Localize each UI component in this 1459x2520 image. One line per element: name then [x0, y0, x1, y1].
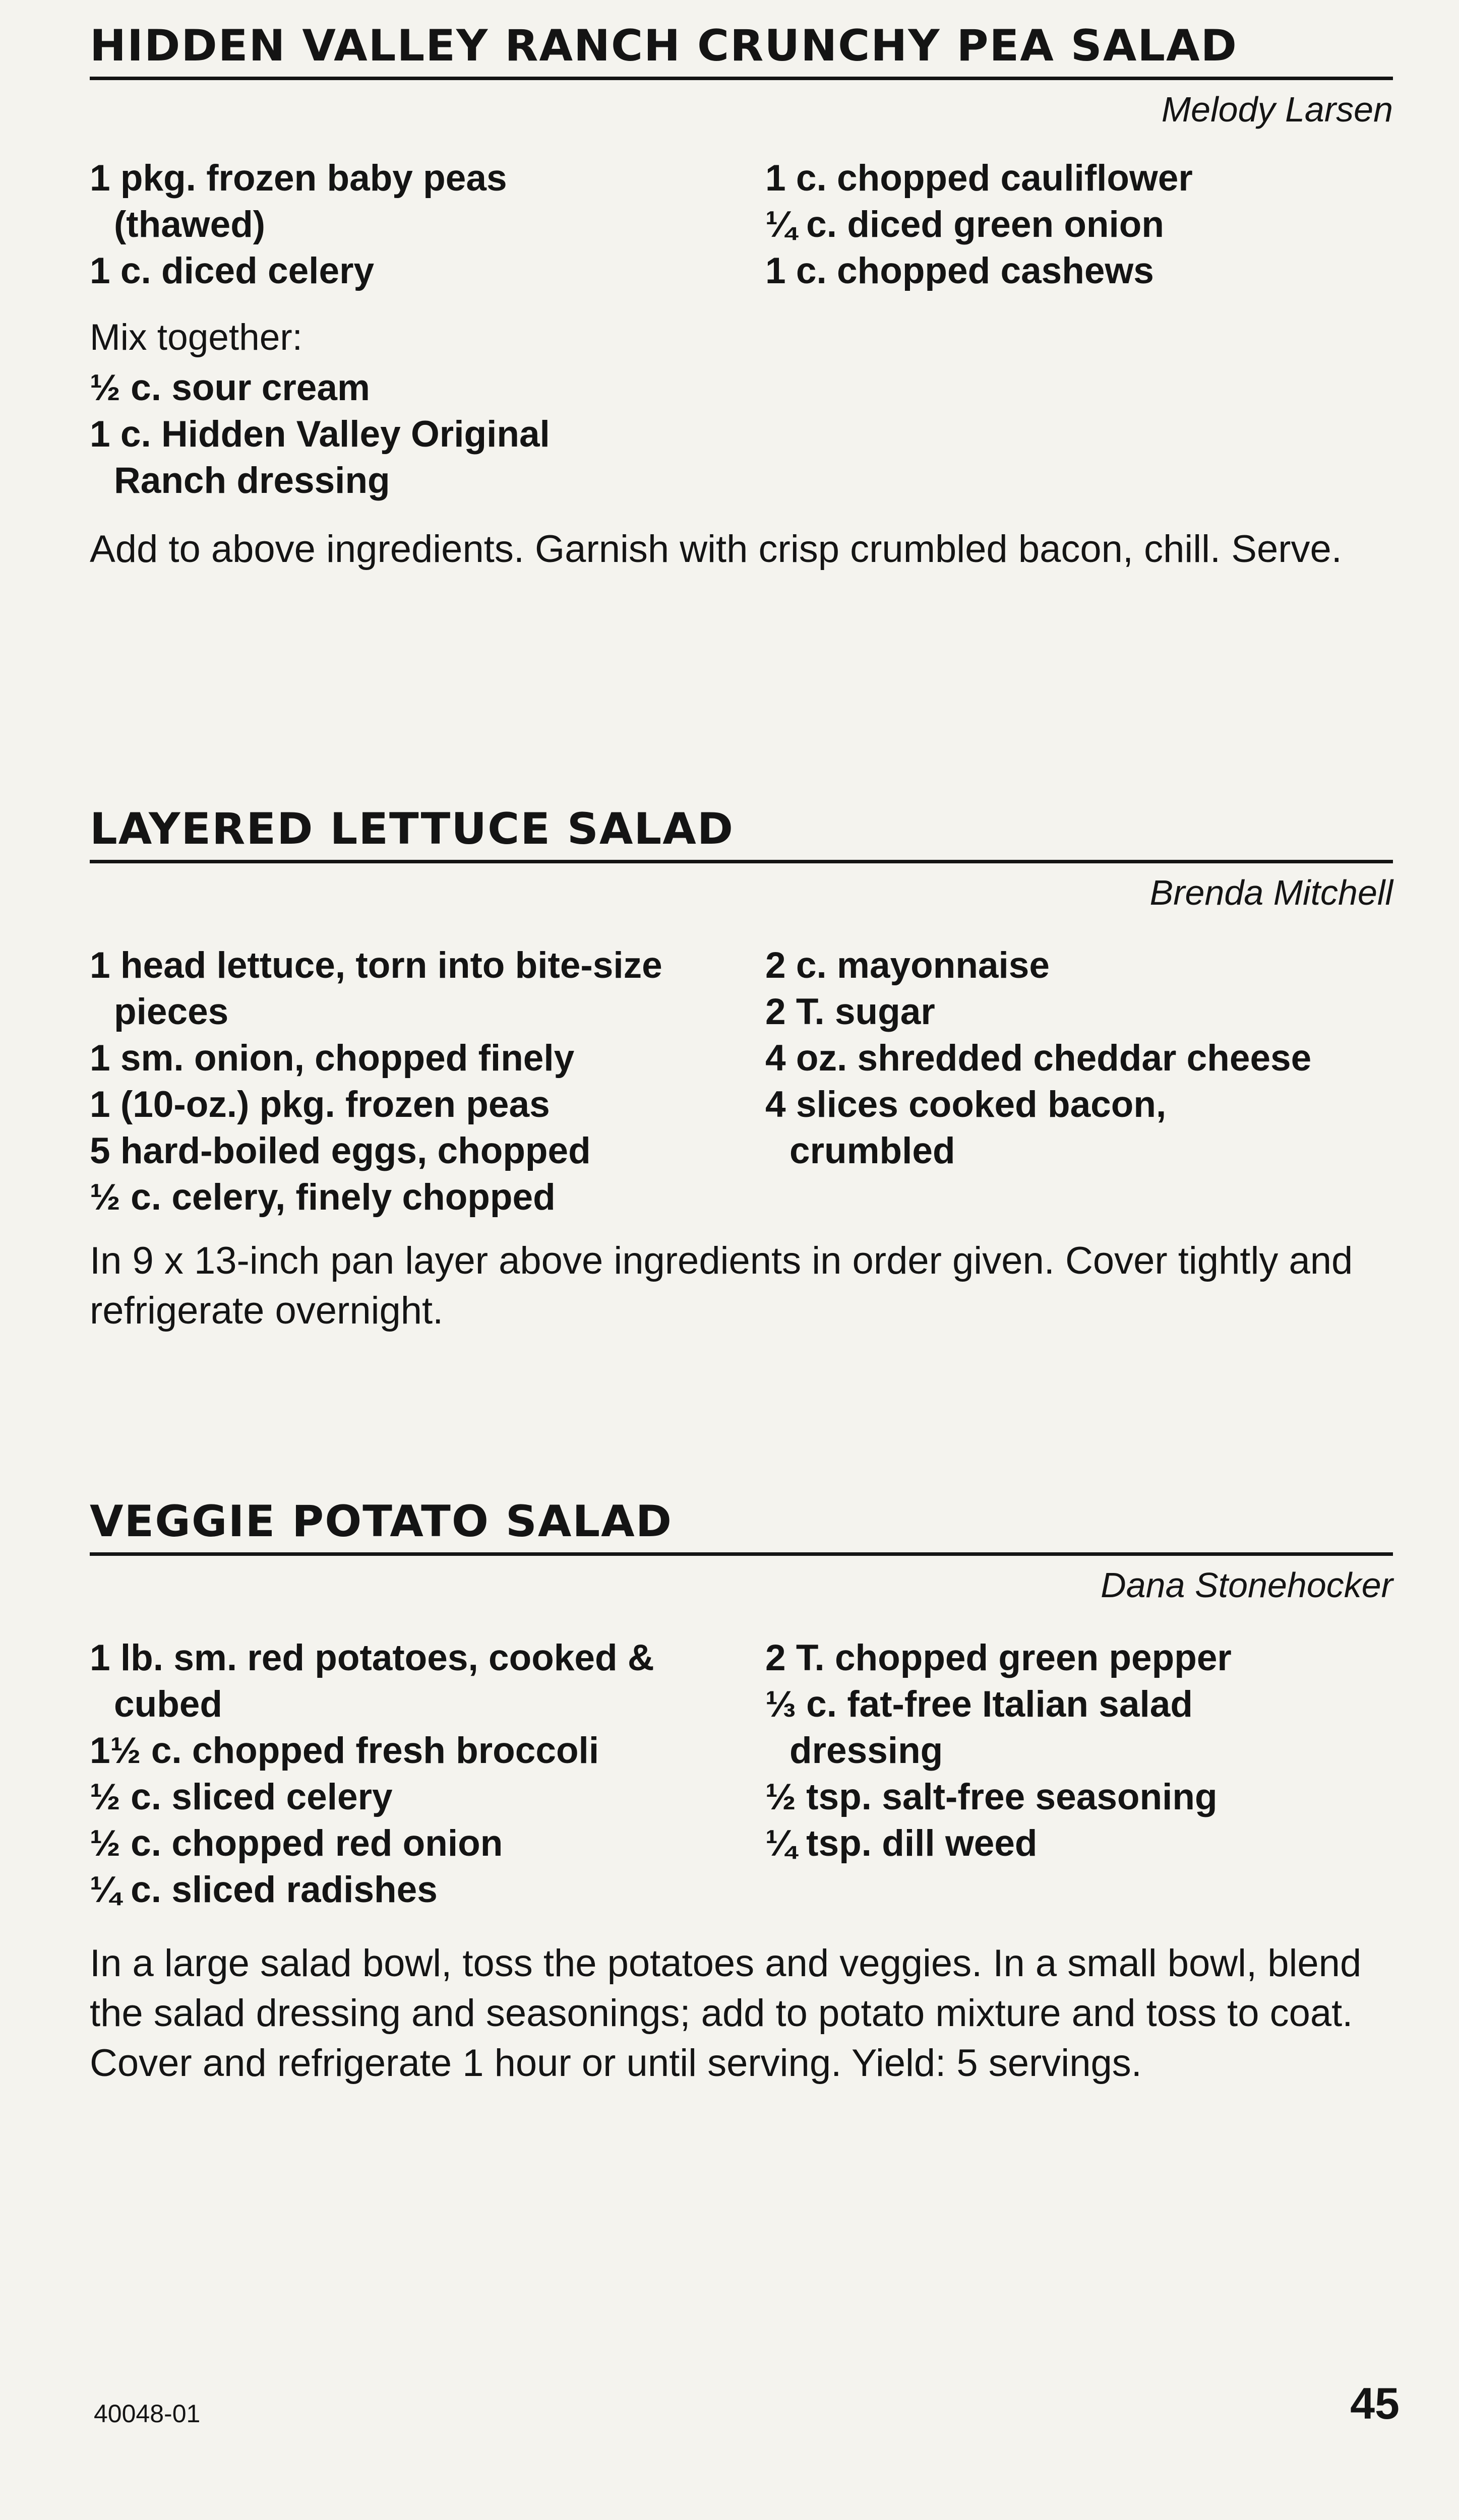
- ingredient-item: ⅓ c. fat-free Italian salad dressing: [765, 1683, 1193, 1771]
- recipe-crunchy-pea-salad: [90, 21, 1393, 612]
- recipe-directions: Add to above ingredients. Garnish with crisp crumbled bacon, chill. Serve.: [90, 527, 1342, 571]
- ingredient-item: 4 slices cooked bacon, crumbled: [765, 1084, 1167, 1171]
- recipe-directions: In 9 x 13-inch pan layer above ingredients in order given. Cover tightly and refrigerate overnight.: [90, 1239, 1353, 1332]
- ingredient-item: ½ c. chopped red onion: [90, 1822, 503, 1864]
- ingredient-column-right: [765, 942, 1393, 1221]
- ingredient-item: 1 c. chopped cauliflower: [765, 157, 1193, 199]
- ingredient-item: ¼ tsp. dill weed: [765, 1822, 1038, 1864]
- ingredient-item: 1 c. Hidden Valley Original Ranch dressing: [90, 413, 550, 501]
- ingredient-list: [90, 155, 1393, 294]
- step-text: Mix together:: [90, 317, 302, 358]
- recipe-title: VEGGIE POTATO SALAD: [90, 1496, 673, 1547]
- ingredient-item: 2 c. mayonnaise: [765, 944, 1050, 986]
- ingredient-item: 1 sm. onion, chopped finely: [90, 1037, 575, 1079]
- ingredient-item: ¼ c. diced green onion: [765, 204, 1164, 245]
- recipe-veggie-potato-salad: [90, 1496, 1393, 2126]
- ingredient-column-left: [90, 155, 765, 294]
- ingredient-item: 2 T. chopped green pepper: [765, 1637, 1232, 1678]
- ingredient-item: 2 T. sugar: [765, 991, 935, 1032]
- recipe-layered-lettuce-salad: [90, 804, 1393, 1374]
- ingredient-item: 1 pkg. frozen baby peas (thawed): [90, 157, 507, 245]
- ingredient-item: 1 (10-oz.) pkg. frozen peas: [90, 1084, 550, 1125]
- ingredient-item: 5 hard-boiled eggs, chopped: [90, 1130, 591, 1171]
- ingredient-list: [90, 942, 1393, 1221]
- ingredient-item: 4 oz. shredded cheddar cheese: [765, 1037, 1312, 1079]
- ingredient-item: ½ c. sour cream: [90, 367, 370, 408]
- ingredient-item: ½ tsp. salt-free seasoning: [765, 1776, 1218, 1817]
- recipe-author: Brenda Mitchell: [1149, 873, 1393, 912]
- recipe-author: Dana Stonehocker: [1101, 1565, 1393, 1605]
- ingredient-list: [90, 1635, 1393, 1913]
- title-divider: [90, 77, 1393, 80]
- title-divider: [90, 1552, 1393, 1556]
- ingredient-item: ¼ c. sliced radishes: [90, 1869, 438, 1910]
- ingredient-column-left: [90, 1635, 765, 1913]
- ingredient-item: ½ c. sliced celery: [90, 1776, 393, 1817]
- ingredient-item: 1 c. diced celery: [90, 250, 375, 291]
- page-number: 45: [1350, 2378, 1400, 2428]
- recipe-title: HIDDEN VALLEY RANCH CRUNCHY PEA SALAD: [90, 21, 1238, 71]
- recipe-directions: In a large salad bowl, toss the potatoes and veggies. In a small bowl, blend the salad dressing and seasonings; add to potato mixture and toss to coat. Cover and refrigerate 1 hour or until serving. Yield: 5 servings.: [90, 1941, 1362, 2085]
- recipe-author: Melody Larsen: [1161, 90, 1393, 129]
- ingredient-column-right: [765, 1635, 1393, 1913]
- title-divider: [90, 860, 1393, 863]
- recipe-title: LAYERED LETTUCE SALAD: [90, 804, 735, 854]
- ingredient-column-left: [90, 942, 765, 1221]
- page-footer-code: 40048-01: [94, 2400, 201, 2428]
- ingredient-item: 1 c. chopped cashews: [765, 250, 1154, 291]
- ingredient-item: 1½ c. chopped fresh broccoli: [90, 1730, 599, 1771]
- ingredient-item: 1 lb. sm. red potatoes, cooked & cubed: [90, 1637, 654, 1725]
- ingredient-item: ½ c. celery, finely chopped: [90, 1176, 556, 1218]
- sub-ingredient-list: [90, 365, 644, 504]
- ingredient-column-right: [765, 155, 1393, 294]
- ingredient-item: 1 head lettuce, torn into bite-size pieces: [90, 944, 662, 1032]
